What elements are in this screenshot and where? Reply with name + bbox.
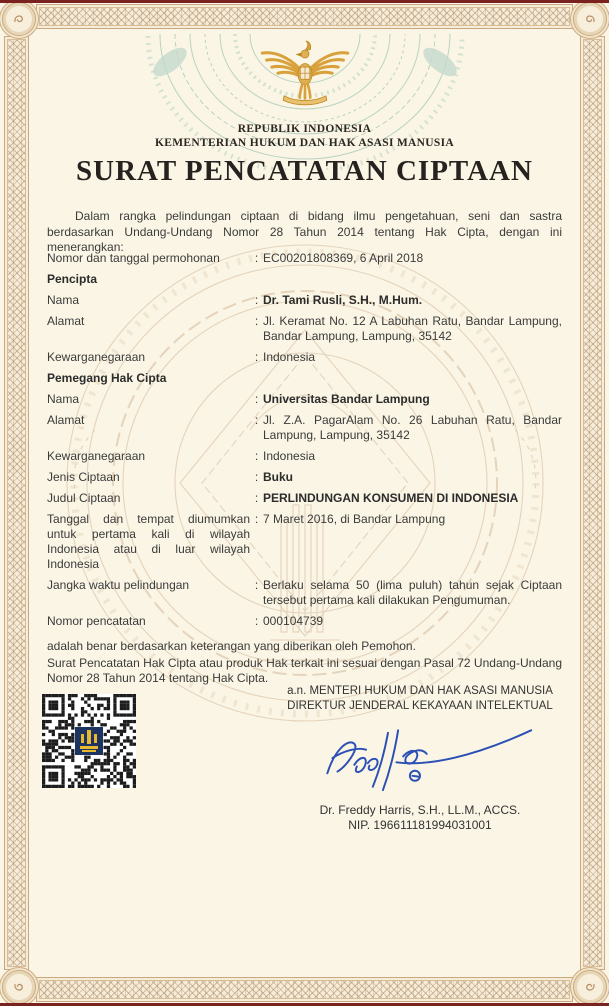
field-label: Nama [47,392,80,406]
field-row [47,314,562,344]
signature-block [272,684,568,833]
official-name: Dr. Freddy Harris, S.H., LL.M., ACCS. [319,803,521,817]
official-nip: NIP. 196611181994031001 [348,818,492,832]
intro-paragraph: Dalam rangka pelindungan ciptaan di bidang ilmu pengetahuan, seni dan sastra berdasarkan Undang-Undang Nomor 28 Tahun 2014 tentang Hak Cipta, dengan ini menerangkan: [47,209,562,254]
field-value: Indonesia [263,449,316,463]
corner-medallion-swirl-icon [2,2,36,36]
field-colon: : [254,413,259,427]
field-colon: : [254,578,259,592]
field-colon: : [254,314,259,328]
field-row [47,413,562,443]
ministry-name: KEMENTERIAN HUKUM DAN HAK ASASI MANUSIA [155,137,454,149]
field-colon: : [254,392,259,406]
on-behalf-line: a.n. MENTERI HUKUM DAN HAK ASASI MANUSIA [287,685,553,697]
page-title: SURAT PENCATATAN CIPTAAN [76,155,533,187]
field-row [47,470,562,485]
field-colon: : [254,470,259,484]
section-heading: Pencipta [47,272,98,286]
field-value: Dr. Tami Rusli, S.H., M.Hum. [263,293,423,307]
field-row [47,578,562,608]
field-row [47,251,562,266]
field-row [47,614,562,629]
field-colon: : [254,449,259,463]
field-label: Jenis Ciptaan [47,470,120,484]
field-value: PERLINDUNGAN KONSUMEN DI INDONESIA [263,491,519,505]
closing-line-2: Surat Pencatatan Hak Cipta atau produk Hak terkait ini sesuai dengan Pasal 72 Undang-Undang Nomor 28 Tahun 2014 tentang Hak Cipta. [47,655,562,685]
field-label: Nomor pencatatan [47,614,146,628]
field-colon: : [254,491,259,505]
corner-medallion-swirl-icon [573,970,607,1004]
field-label: Nomor dan tanggal permohonan [47,251,220,265]
field-label: Nama [47,293,80,307]
field-label: Kewarganegaraan [47,449,146,463]
field-label: Tanggal dan tempat diumumkan untuk pertama kali di wilayah Indonesia atau di luar wilayah Indonesia [47,512,250,571]
frame-border-right [580,36,605,970]
field-colon: : [254,350,259,364]
fields-table [47,251,562,629]
corner-medallion-swirl-icon [573,2,607,36]
field-label: Kewarganegaraan [47,350,146,364]
closing-line-1: adalah benar berdasarkan keterangan yang diberikan oleh Pemohon. [47,639,416,653]
field-row [47,293,562,308]
field-value: Universitas Bandar Lampung [263,392,430,406]
field-value: 000104739 [263,614,324,628]
frame-border-left [4,36,29,970]
field-colon: : [254,614,259,628]
field-colon: : [254,293,259,307]
field-value: Indonesia [263,350,316,364]
field-value: Jl. Z.A. PagarAlam No. 26 Labuhan Ratu, Bandar Lampung, Lampung, 35142 [263,413,562,442]
country-name: REPUBLIK INDONESIA [237,123,372,135]
field-label: Alamat [47,413,85,427]
field-value: EC00201808369, 6 April 2018 [263,251,424,265]
corner-medallion-swirl-icon [2,970,36,1004]
maroon-edge-top [0,0,609,3]
field-value: Jl. Keramat No. 12 A Labuhan Ratu, Bandar Lampung, Bandar Lampung, Lampung, 35142 [263,314,562,343]
frame-border-top [36,4,573,29]
header-block [0,122,609,150]
field-value: 7 Maret 2016, di Bandar Lampung [263,512,446,526]
field-row [47,512,562,572]
director-line: DIREKTUR JENDERAL KEKAYAAN INTELEKTUAL [287,700,553,712]
field-colon: : [254,251,259,265]
field-row [47,350,562,365]
field-label: Jangka waktu pelindungan [47,578,190,592]
qr-code [42,694,136,788]
field-row [47,449,562,464]
garuda-pancasila-emblem-icon [257,22,353,120]
frame-border-bottom [36,977,573,1002]
field-colon: : [254,512,259,526]
field-label: Judul Ciptaan [47,491,121,505]
field-value: Buku [263,470,293,484]
field-label: Alamat [47,314,85,328]
section-heading: Pemegang Hak Cipta [47,371,167,385]
field-value: Berlaku selama 50 (lima puluh) tahun sejak Ciptaan tersebut pertama kali dilakukan Pengumuman. [263,578,562,607]
field-row [47,491,562,506]
content-area [47,251,562,687]
field-row [47,392,562,407]
signature-scribble-icon [280,716,560,796]
